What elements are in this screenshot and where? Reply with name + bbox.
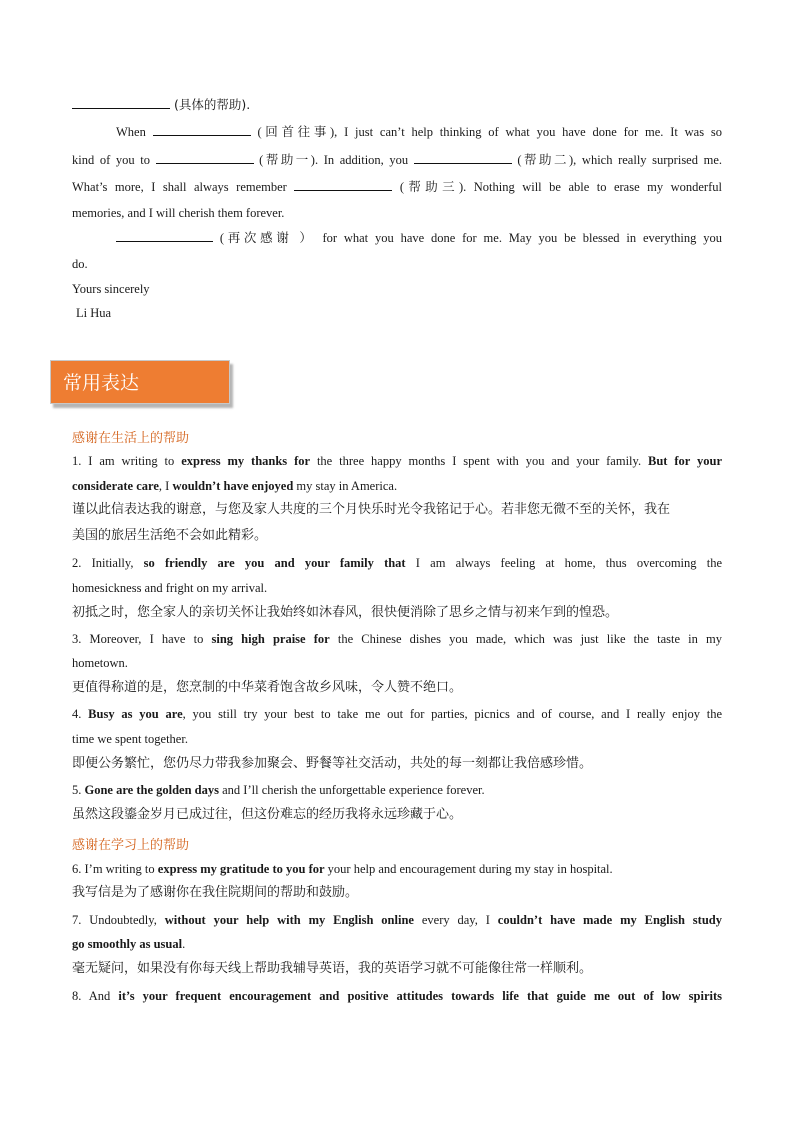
item-6-translation: 我写信是为了感谢你在我住院期间的帮助和鼓励。 — [72, 885, 359, 900]
item-7-translation: 毫无疑问，如果没有你每天线上帮助我辅导英语，我的英语学习就不可能像往常一样顺利。 — [72, 961, 593, 976]
item-3-line-2: hometown. — [72, 656, 128, 670]
item-4-translation: 即便公务繁忙，您仍尽力带我参加聚会、野餐等社交活动，共处的每一刻都让我倍感珍惜。 — [72, 756, 593, 771]
item-2-line-2: homesickness and fright on my arrival. — [72, 581, 268, 595]
fill-blank — [116, 229, 213, 242]
fill-blank — [414, 151, 512, 164]
closing: Yours sincerely — [72, 282, 150, 296]
item-1-translation-2: 美国的旅居生活绝不会如此精彩。 — [72, 528, 268, 543]
item-4-line-1: 4. Busy as you are, you still try your best to take me out for parties, picnics and of course, and I really enjoy the — [72, 707, 723, 721]
item-5-line-1: 5. Gone are the golden days and I’ll cherish the unforgettable experience forever. — [72, 783, 485, 797]
item-8-line-1: 8. And it’s your frequent encouragement and positive attitudes towards life that guide me out of low spirits — [72, 989, 723, 1003]
item-6-line-1: 6. I’m writing to express my gratitude to you for your help and encouragement during my stay in hospital. — [72, 862, 613, 876]
template-line-6: do. — [72, 257, 88, 271]
item-4-line-2: time we spent together. — [72, 732, 188, 746]
fill-blank — [156, 151, 254, 164]
fill-blank — [72, 96, 170, 109]
item-3-line-1: 3. Moreover, I have to sing high praise for the Chinese dishes you made, which was just like the taste in my — [72, 632, 722, 646]
item-1-line-2: considerate care, I wouldn’t have enjoyed my stay in America. — [72, 479, 398, 493]
subheading-life: 感谢在生活上的帮助 — [72, 431, 190, 446]
template-line-4: memories, and I will cherish them forever. — [72, 206, 285, 220]
section-title: 常用表达 — [63, 372, 140, 394]
item-3-translation: 更值得称道的是，您烹制的中华菜肴饱含故乡风味，令人赞不绝口。 — [72, 680, 463, 695]
item-1-translation-1: 谨以此信表达我的谢意，与您及家人共度的三个月快乐时光令我铭记于心。若非您无微不至的关怀，我在 — [72, 502, 671, 517]
fill-blank — [153, 123, 251, 136]
template-line-5: (再次感谢 ） for what you have done for me. May you be blessed in everything you — [72, 229, 722, 247]
template-line-0: (具体的帮助). — [72, 96, 722, 114]
item-5-translation: 虽然这段鎏金岁月已成过往，但这份难忘的经历我将永远珍藏于心。 — [72, 807, 463, 822]
item-7-line-1: 7. Undoubtedly, without your help with my English online every day, I couldn’t have made my English study — [72, 913, 722, 927]
item-7-line-2: go smoothly as usual. — [72, 937, 186, 951]
item-1-line-1: 1. I am writing to express my thanks for the three happy months I spent with you and your family. But for your — [72, 454, 723, 468]
subheading-study: 感谢在学习上的帮助 — [72, 838, 190, 853]
item-2-translation: 初抵之时，您全家人的亲切关怀让我始终如沐春风，很快便消除了思乡之情与初来乍到的惶恐。 — [72, 605, 619, 620]
item-2-line-1: 2. Initially, so friendly are you and your family that I am always feeling at home, thus overcoming the — [72, 556, 722, 570]
template-line-3: What’s more, I shall always remember (帮助三). Nothing will be able to erase my wonderful — [72, 180, 722, 194]
fill-blank — [294, 178, 392, 191]
section-header — [50, 360, 230, 404]
template-line-2: kind of you to (帮助一). In addition, you (帮助二), which really surprised me. — [72, 153, 722, 167]
template-line-1: When (回首往事), I just can’t help thinking of what you have done for me. It was so — [116, 125, 722, 139]
signature: Li Hua — [76, 306, 112, 320]
